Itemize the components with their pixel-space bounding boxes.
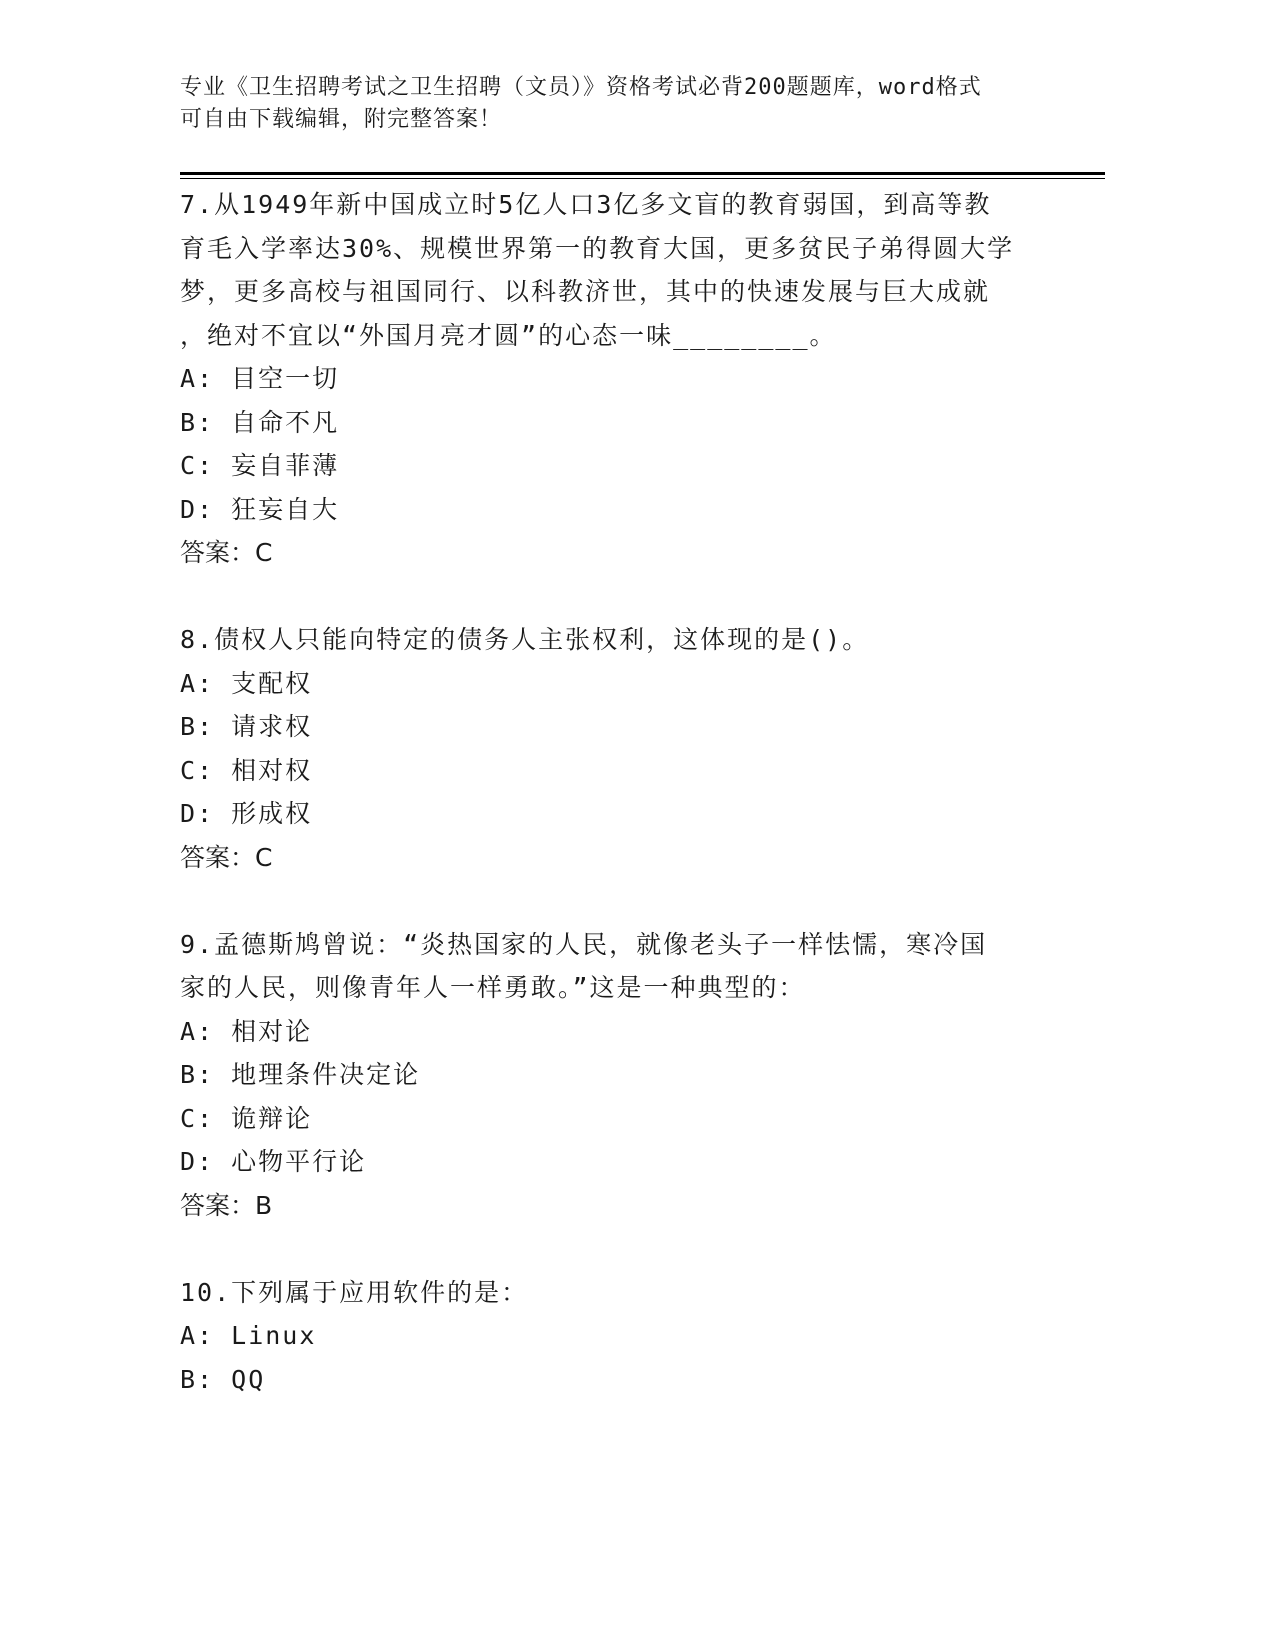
option-a: A: Linux [180, 1321, 317, 1350]
answer-line: 答案：C [180, 538, 273, 567]
header-line-2: 可自由下载编辑，附完整答案！ [180, 107, 503, 132]
question-10 [180, 1271, 1040, 1402]
option-a: A: 支配权 [180, 668, 313, 698]
question-line: 8.债权人只能向特定的债务人主张权利，这体现的是()。 [180, 625, 870, 654]
option-c: C: 妄自菲薄 [180, 451, 340, 480]
document-header [180, 72, 1060, 136]
answer-line: 答案：B [180, 1190, 273, 1220]
question-line: 10.下列属于应用软件的是： [180, 1277, 529, 1307]
header-line-1: 专业《卫生招聘考试之卫生招聘（文员）》资格考试必背200题题库，word格式 [180, 75, 982, 100]
option-d: D: 狂妄自大 [180, 494, 340, 524]
question-line: 家的人民，则像青年人一样勇敢。”这是一种典型的： [180, 973, 806, 1002]
question-9 [180, 923, 1040, 1228]
option-a: A: 目空一切 [180, 364, 340, 393]
question-7 [180, 183, 1040, 575]
question-line: 7.从1949年新中国成立时5亿人口3亿多文盲的教育弱国，到高等教 [180, 190, 992, 219]
question-line: 梦，更多高校与祖国同行、以科教济世，其中的快速发展与巨大成就 [180, 277, 991, 306]
option-c: C: 相对权 [180, 755, 313, 785]
question-list [180, 183, 1040, 1401]
question-line: 育毛入学率达30%、规模世界第一的教育大国，更多贫民子弟得圆大学 [180, 233, 1015, 263]
question-8 [180, 618, 1040, 879]
header-divider-thick [180, 172, 1105, 175]
spacer [180, 1227, 1040, 1271]
option-d: D: 心物平行论 [180, 1147, 367, 1176]
option-a: A: 相对论 [180, 1016, 313, 1046]
option-b: B: 地理条件决定论 [180, 1060, 421, 1089]
option-b: B: QQ [180, 1364, 266, 1394]
question-line: 9.孟德斯鸠曾说：“炎热国家的人民，就像老头子一样怯懦，寒冷国 [180, 929, 988, 959]
option-b: B: 自命不凡 [180, 407, 340, 437]
option-c: C: 诡辩论 [180, 1103, 313, 1133]
spacer [180, 879, 1040, 923]
answer-line: 答案：C [180, 842, 273, 872]
spacer [180, 575, 1040, 619]
question-line: ，绝对不宜以“外国月亮才圆”的心态一味________。 [180, 320, 837, 350]
option-d: D: 形成权 [180, 799, 313, 828]
header-divider-thin [180, 178, 1105, 179]
option-b: B: 请求权 [180, 712, 313, 741]
